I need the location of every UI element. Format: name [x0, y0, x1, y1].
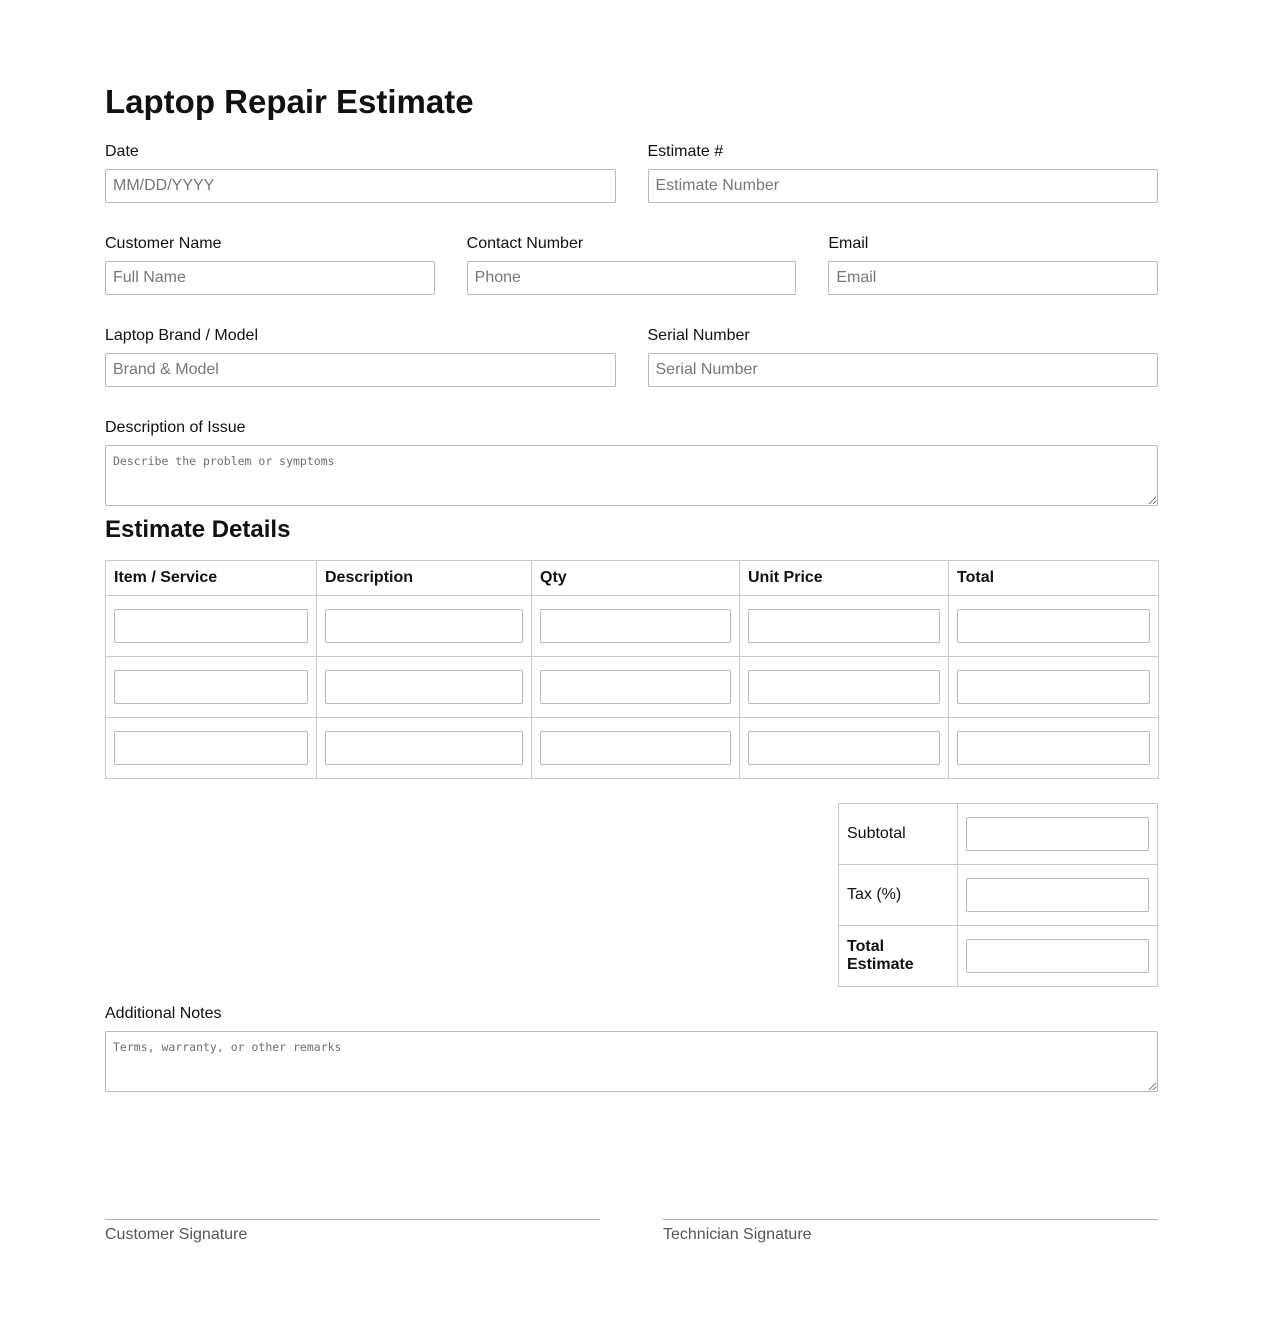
notes-group — [105, 1005, 1158, 1092]
description-input[interactable] — [325, 731, 523, 765]
subtotal-label: Subtotal — [839, 804, 958, 865]
serial-number-group — [648, 327, 1159, 387]
brand-model-group — [105, 327, 616, 387]
table-cell — [317, 657, 532, 718]
table-cell — [532, 718, 740, 779]
qty-input[interactable] — [540, 609, 731, 643]
unit-price-input[interactable] — [748, 609, 940, 643]
table-cell — [532, 657, 740, 718]
date-label: Date — [105, 143, 139, 160]
brand-model-input[interactable] — [105, 353, 616, 387]
subtotal-row — [839, 804, 1158, 865]
page-title: Laptop Repair Estimate — [105, 83, 474, 120]
date-input[interactable] — [105, 169, 616, 203]
description-input[interactable] — [325, 670, 523, 704]
notes-label: Additional Notes — [105, 1005, 222, 1022]
notes-textarea[interactable] — [105, 1031, 1158, 1092]
customer-name-input[interactable] — [105, 261, 435, 295]
issue-row — [105, 419, 1158, 506]
item-input[interactable] — [114, 731, 308, 765]
table-cell — [949, 718, 1159, 779]
unit-price-input[interactable] — [748, 670, 940, 704]
table-cell — [106, 718, 317, 779]
table-row — [106, 718, 1159, 779]
table-header-row — [106, 561, 1159, 596]
tax-cell — [958, 865, 1158, 926]
subtotal-input[interactable] — [966, 817, 1149, 851]
tax-label: Tax (%) — [839, 865, 958, 926]
customer-row — [105, 235, 1158, 295]
total-estimate-input[interactable] — [966, 939, 1149, 973]
date-estimate-row — [105, 143, 1158, 203]
estimate-number-label: Estimate # — [647, 143, 724, 160]
table-cell — [532, 596, 740, 657]
estimate-form — [105, 80, 1158, 1243]
estimate-number-group — [648, 143, 1159, 203]
tax-input[interactable] — [966, 878, 1149, 912]
total-estimate-label: Total Estimate — [839, 926, 958, 987]
date-group — [105, 143, 616, 203]
total-estimate-cell — [958, 926, 1158, 987]
total-input[interactable] — [957, 670, 1150, 704]
email-group — [828, 235, 1158, 295]
table-cell — [949, 596, 1159, 657]
contact-number-group — [467, 235, 797, 295]
totals-table — [838, 803, 1158, 987]
table-row — [106, 657, 1159, 718]
table-cell — [949, 657, 1159, 718]
column-header-unit-price: Unit Price — [740, 561, 949, 596]
table-cell — [317, 718, 532, 779]
serial-number-label: Serial Number — [647, 327, 750, 344]
total-input[interactable] — [957, 609, 1150, 643]
tax-row — [839, 865, 1158, 926]
email-input[interactable] — [828, 261, 1158, 295]
brand-model-label: Laptop Brand / Model — [105, 327, 258, 344]
issue-textarea[interactable] — [105, 445, 1158, 506]
signature-area — [105, 1219, 1158, 1244]
contact-number-input[interactable] — [467, 261, 797, 295]
customer-name-label: Customer Name — [105, 235, 222, 252]
qty-input[interactable] — [540, 731, 731, 765]
issue-group — [105, 419, 1158, 506]
table-cell — [317, 596, 532, 657]
column-header-item: Item / Service — [106, 561, 317, 596]
unit-price-input[interactable] — [748, 731, 940, 765]
table-cell — [740, 596, 949, 657]
email-label: Email — [828, 235, 869, 252]
laptop-row — [105, 327, 1158, 387]
estimate-table — [105, 560, 1159, 779]
customer-signature-line[interactable]: Customer Signature — [105, 1219, 600, 1244]
subtotal-cell — [958, 804, 1158, 865]
total-input[interactable] — [957, 731, 1150, 765]
qty-input[interactable] — [540, 670, 731, 704]
column-header-qty: Qty — [532, 561, 740, 596]
item-input[interactable] — [114, 609, 308, 643]
description-input[interactable] — [325, 609, 523, 643]
estimate-number-input[interactable] — [648, 169, 1159, 203]
customer-name-group — [105, 235, 435, 295]
table-cell — [106, 596, 317, 657]
issue-label: Description of Issue — [105, 419, 246, 436]
table-cell — [740, 657, 949, 718]
estimate-details-heading: Estimate Details — [105, 516, 291, 543]
table-cell — [740, 718, 949, 779]
technician-signature-line[interactable]: Technician Signature — [663, 1219, 1158, 1244]
serial-number-input[interactable] — [648, 353, 1159, 387]
total-estimate-row — [839, 926, 1158, 987]
item-input[interactable] — [114, 670, 308, 704]
column-header-description: Description — [317, 561, 532, 596]
table-cell — [106, 657, 317, 718]
contact-number-label: Contact Number — [466, 235, 584, 252]
table-row — [106, 596, 1159, 657]
column-header-total: Total — [949, 561, 1159, 596]
